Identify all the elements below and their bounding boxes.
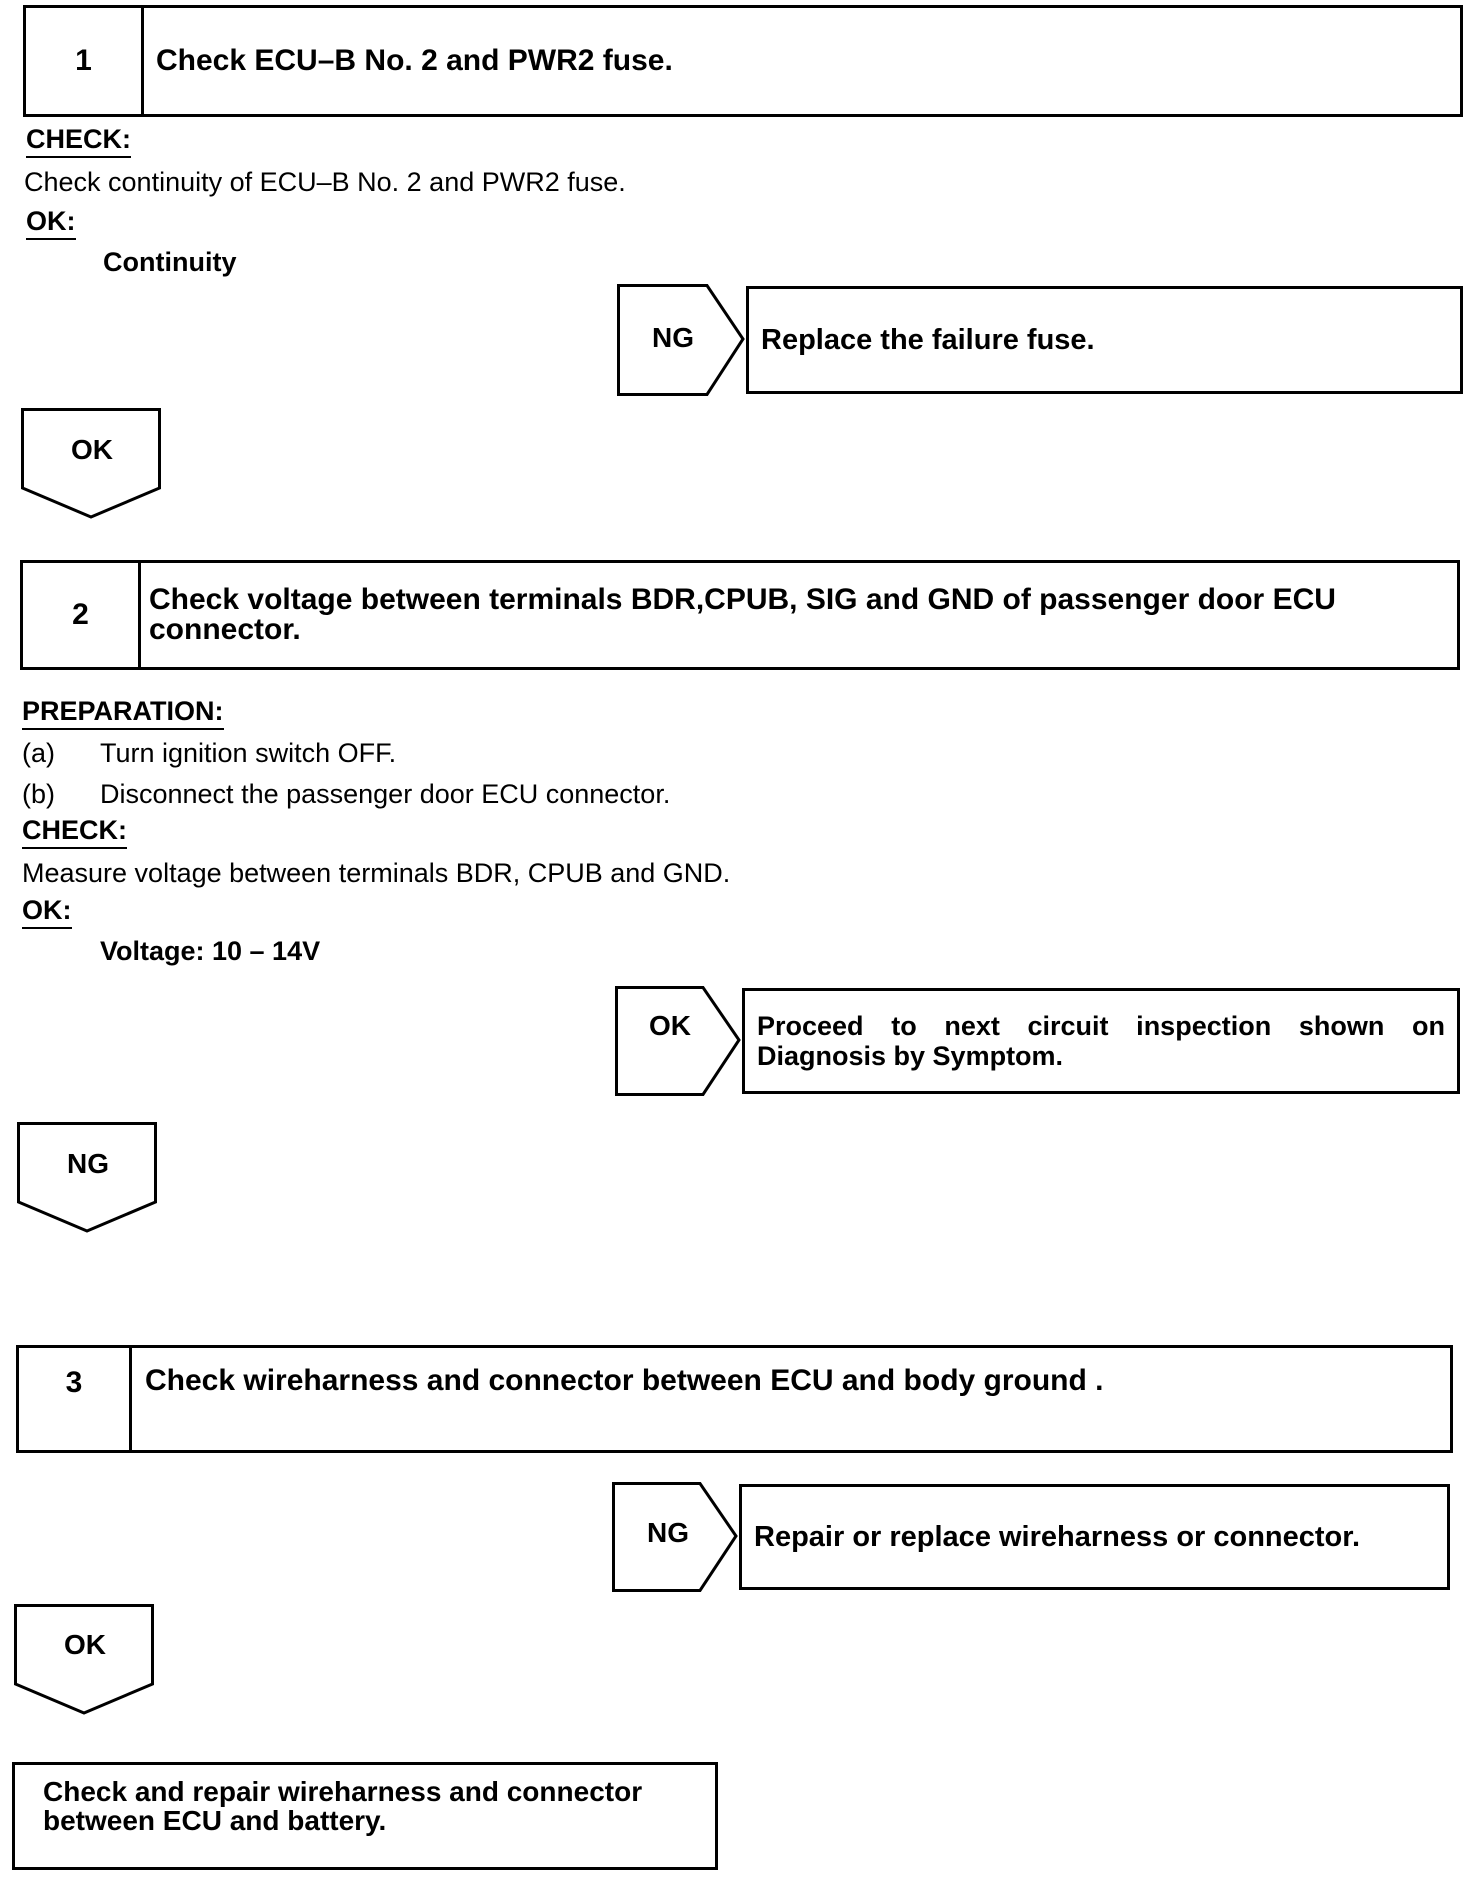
step-2-ok-value: Voltage: 10 – 14V	[100, 936, 321, 966]
step-3-number: 3	[19, 1348, 132, 1450]
step-2-preparation-label: PREPARATION:	[22, 696, 224, 730]
step-2-check-label: CHECK:	[22, 815, 127, 849]
step-2-check-text: Measure voltage between terminals BDR, CPUB and GND.	[22, 858, 731, 888]
final-action-box	[12, 1762, 718, 1870]
step-1-header	[23, 5, 1463, 117]
step-1-title: Check ECU–B No. 2 and PWR2 fuse.	[156, 44, 673, 77]
step-3-ng-tag: NG	[647, 1517, 689, 1548]
step-2-preparation-step	[22, 779, 922, 813]
step-2-ok-result	[742, 988, 1460, 1094]
step-3-header	[16, 1345, 1453, 1453]
step-3-ok-tag: OK	[64, 1629, 106, 1660]
step-1-number: 1	[26, 8, 144, 114]
step-2-number: 2	[23, 563, 141, 667]
step-2-preparation-step	[22, 738, 922, 772]
step-3-title: Check wireharness and connector between ECU and body ground .	[145, 1364, 1104, 1397]
step-1-ng-result: Replace the failure fuse.	[746, 286, 1463, 394]
step-3-ng-result: Repair or replace wireharness or connector.	[739, 1484, 1450, 1590]
step-2-ng-tag: NG	[67, 1148, 109, 1179]
step-1-ok-value: Continuity	[103, 247, 237, 277]
step-2-preparation-text: Disconnect the passenger door ECU connector.	[100, 779, 671, 809]
step-2-ok-result-text: Proceed to next circuit inspection shown on Diagnosis by Symptom.	[757, 1010, 1445, 1071]
step-1-check-label: CHECK:	[26, 124, 131, 158]
step-2-preparation-marker: (b)	[22, 779, 55, 809]
step-1-ng-tag: NG	[652, 322, 694, 353]
step-2-preparation-text: Turn ignition switch OFF.	[100, 738, 397, 768]
final-action-text: Check and repair wireharness and connector between ECU and battery.	[43, 1776, 643, 1837]
step-2-ok-label: OK:	[22, 895, 72, 929]
step-2-title: Check voltage between terminals BDR,CPUB, SIG and GND of passenger door ECU connector.	[149, 583, 1336, 646]
step-1-ok-label: OK:	[26, 206, 76, 240]
step-2-header	[20, 560, 1460, 670]
step-2-preparation-marker: (a)	[22, 738, 55, 768]
step-2-ok-tag: OK	[649, 1010, 691, 1041]
step-1-check-text: Check continuity of ECU–B No. 2 and PWR2 fuse.	[24, 167, 626, 197]
step-1-ok-tag: OK	[71, 434, 113, 465]
